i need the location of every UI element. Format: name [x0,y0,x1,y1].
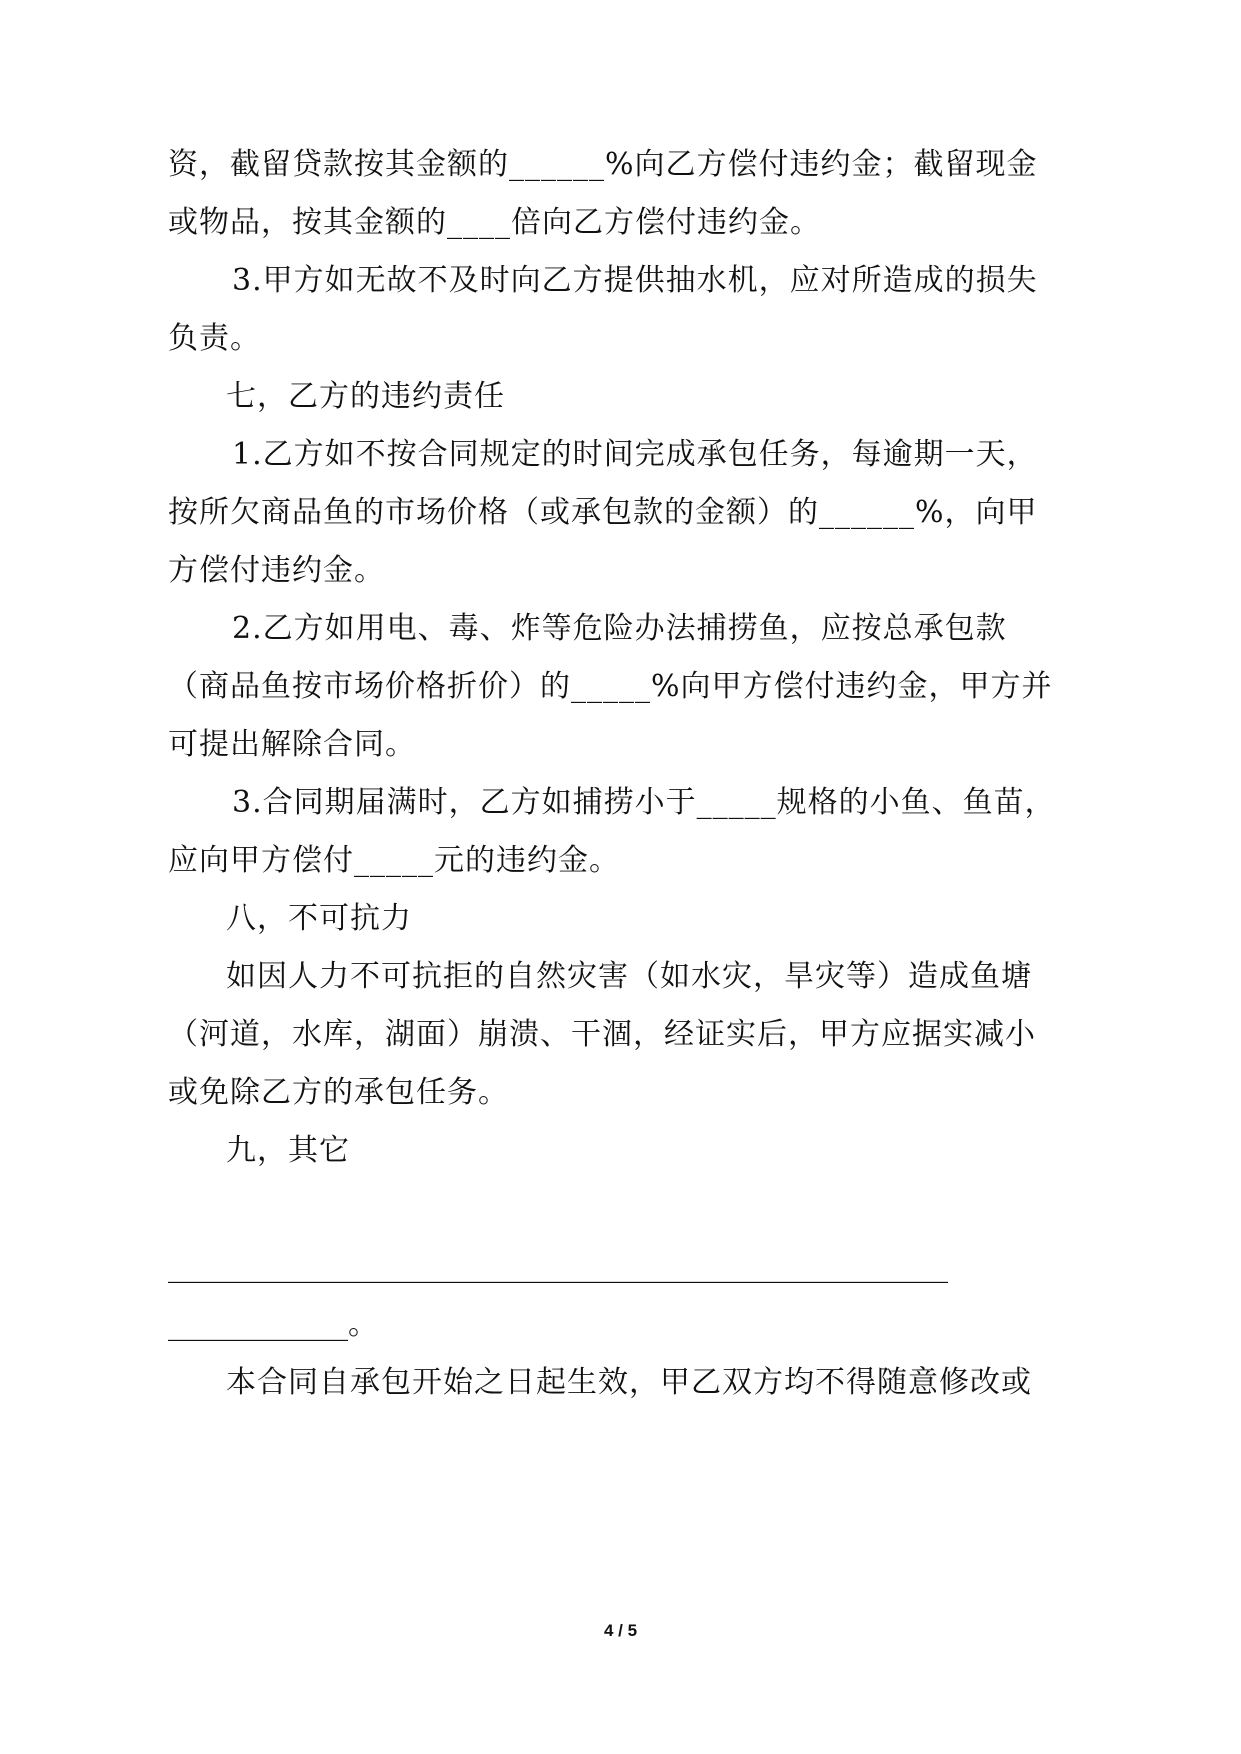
text-line: 1.乙方如不按合同规定的时间完成承包任务，每逾期一天， [232,437,1038,472]
text-line: 方偿付违约金。 [168,553,385,588]
text-line: 本合同自承包开始之日起生效，甲乙双方均不得随意修改或 [226,1365,1032,1400]
page-number: 4 / 5 [603,1621,638,1640]
text-line: 或物品，按其金额的____倍向乙方偿付违约金。 [168,205,821,240]
text-line: （河道，水库，湖面）崩溃、干涸，经证实后，甲方应据实减小 [168,1017,1036,1052]
blank-fill-line: ____________。 [168,1307,378,1342]
text-line: 按所欠商品鱼的市场价格（或承包款的金额）的______%，向甲 [168,495,1038,530]
text-line: （商品鱼按市场价格折价）的_____%向甲方偿付违约金，甲方并 [168,669,1053,704]
text-line: 3.合同期届满时，乙方如捕捞小于_____规格的小鱼、鱼苗， [232,785,1056,820]
text-line: 3.甲方如无故不及时向乙方提供抽水机，应对所造成的损失 [232,263,1038,298]
text-line: 资，截留贷款按其金额的______%向乙方偿付违约金；截留现金 [168,147,1038,182]
text-line: 或免除乙方的承包任务。 [168,1075,509,1110]
text-line: 负责。 [168,321,261,356]
blank-fill-line: ____________________________________________________ [168,1249,948,1284]
section-heading: 七，乙方的违约责任 [226,379,505,414]
text-line: 应向甲方偿付_____元的违约金。 [168,843,620,878]
text-line: 2.乙方如用电、毒、炸等危险办法捕捞鱼，应按总承包款 [232,611,1007,646]
text-line: 如因人力不可抗拒的自然灾害（如水灾，旱灾等）造成鱼塘 [226,959,1032,994]
section-heading: 九，其它 [226,1133,350,1168]
section-heading: 八，不可抗力 [226,901,412,936]
text-line: 可提出解除合同。 [168,727,416,762]
